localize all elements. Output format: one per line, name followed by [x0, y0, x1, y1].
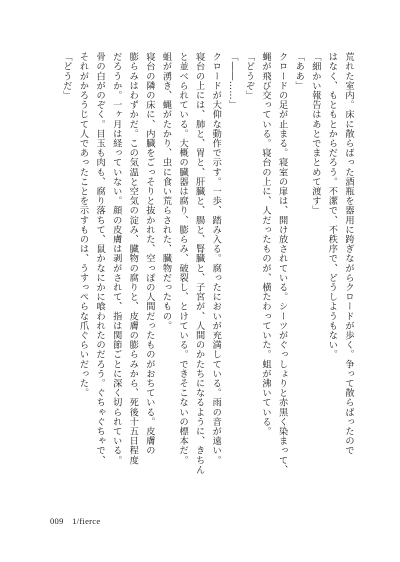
text-line: 荒れた室内。床に散らばった酒瓶を器用に跨ぎながらクロードが歩く。争って散らばったので: [343, 52, 354, 456]
page-number: 009: [50, 516, 64, 526]
text-line: 蛆が湧き、蝿がたかり、虫に食い荒らされた、臓物だったもの。: [160, 52, 172, 331]
text-line: はなく、もともとからだろう。不潔で、不秩序で、どうしようもない。: [326, 52, 338, 360]
text-line: 「細かい報告はあとでまとめて渡す」: [309, 52, 321, 216]
text-line: 膨らみはわずかだ。この気温と空気の淀み、臓物の腐りと、皮膚の膨らみから、死後十五日程度: [127, 52, 139, 465]
page-footer: [50, 516, 100, 526]
text-line: 「――……」: [226, 52, 238, 110]
text-line: 「どうぞ」: [243, 52, 255, 100]
chapter-label: 1/fierce: [72, 516, 101, 526]
text-line: クロードの足が止まる。寝室の扉は、開け放されている。シーツがぐっしょりと赤黒く染まって、: [276, 52, 288, 475]
text-line: それがかろうじて人であったことを示すものは、うすっぺらな爪ぐらいだった。: [77, 52, 89, 398]
text-line: 「どうだ」: [60, 52, 72, 100]
text-line: 蝿が飛び交っている。寝台の上に、人だったものが、横たわっていた。蛆が沸いている。: [260, 52, 272, 436]
text-line: 寝台の上には、肺と、胃と、肝臓と、腸と、腎臓と、子宮が、人間のかたちになるように、きちん: [193, 52, 205, 475]
text-line: 「ああ」: [293, 52, 305, 91]
text-line: だろうか。一ヶ月は経っていない。顔の皮膚は剥がされて、指は関節ごとに深く切られている。: [110, 52, 122, 465]
text-line: 骨の白がのぞく。目玉も肉も、腐り落ちて、鼠かなにかに喰われたのだろう。ぐちゃぐちゃで、: [94, 52, 106, 465]
text-line: と並べられている。大概の臓器は腐り、膨らみ、破裂し、とけている。できそこないの標本だ。: [177, 52, 189, 465]
text-line: クロードが大仰な動作で示す。一歩、踏み入る。腐ったにおいが充満している。雨の音が遠い。: [210, 52, 222, 465]
text-line: 寝台の隣の床に、内臓をごっそりと抜かれた、空っぽの人間だったものがおちている。皮膚の: [143, 52, 155, 456]
body-text: [44, 52, 356, 499]
